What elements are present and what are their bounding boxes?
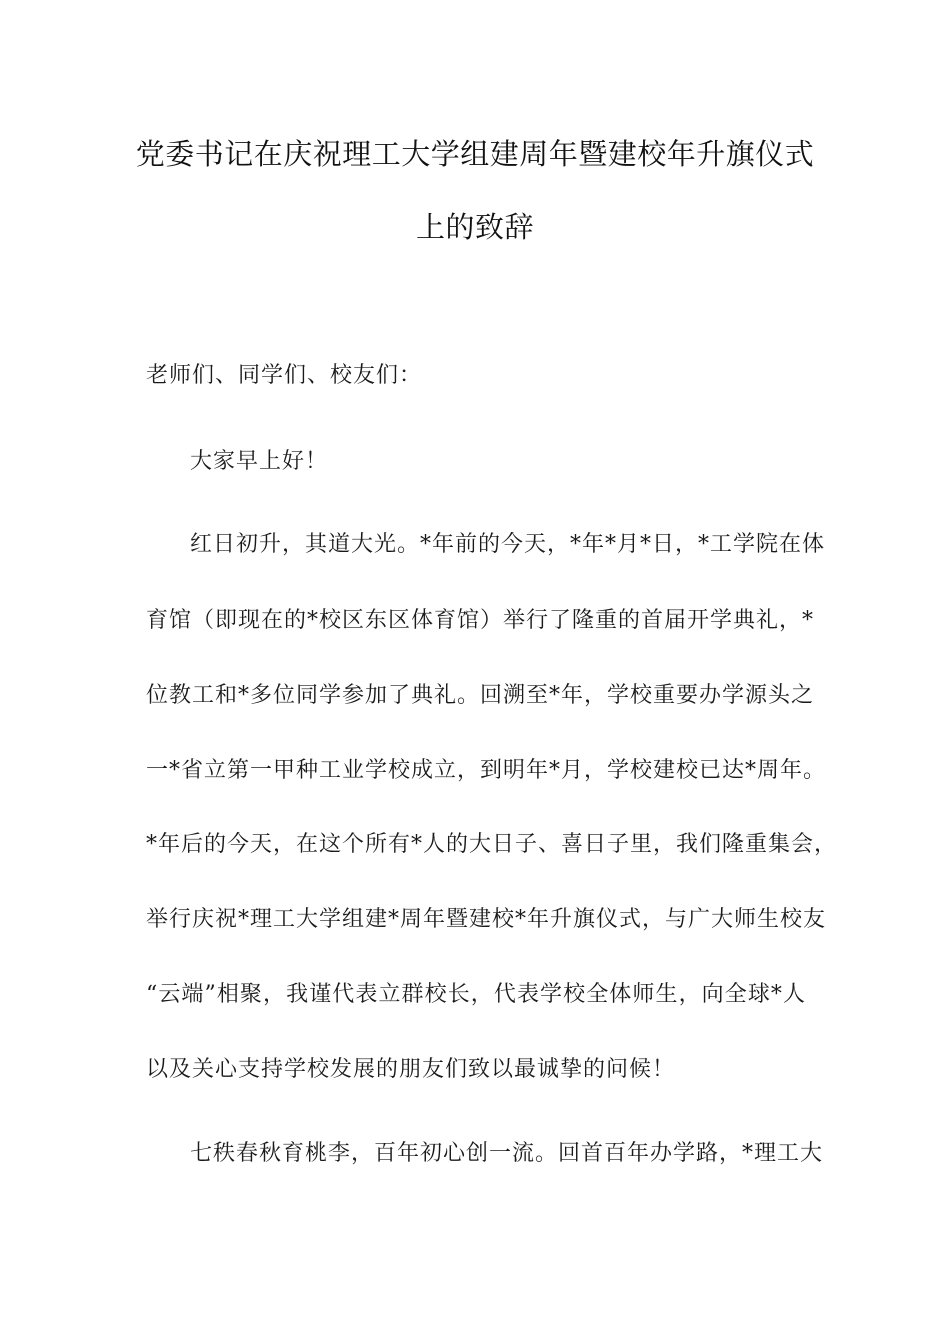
paragraph-1-line-8: 以及关心支持学校发展的朋友们致以最诚挚的问候！ bbox=[146, 1057, 676, 1082]
greeting: 大家早上好！ bbox=[190, 449, 329, 474]
document-title-line-2: 上的致辞 bbox=[415, 210, 534, 244]
paragraph-1-line-6: 举行庆祝*理工大学组建*周年暨建校*年升旗仪式，与广大师生校友 bbox=[146, 907, 827, 932]
paragraph-1-line-7: “云端”相聚，我谨代表立群校长，代表学校全体师生，向全球*人 bbox=[146, 982, 806, 1007]
paragraph-2-line-1: 七秩春秋育桃李，百年初心创一流。回首百年办学路，*理工大 bbox=[190, 1141, 824, 1166]
paragraph-1-line-1: 红日初升，其道大光。*年前的今天，*年*月*日，*工学院在体 bbox=[190, 532, 826, 557]
paragraph-1-line-4: 一*省立第一甲种工业学校成立，到明年*月，学校建校已达*周年。 bbox=[146, 758, 827, 783]
paragraph-1-line-3: 位教工和*多位同学参加了典礼。回溯至*年，学校重要办学源头之 bbox=[146, 683, 815, 708]
salutation: 老师们、同学们、校友们： bbox=[146, 363, 423, 388]
paragraph-1-line-2: 育馆（即现在的*校区东区体育馆）举行了隆重的首届开学典礼，* bbox=[146, 608, 815, 633]
document-title-line-1: 党委书记在庆祝理工大学组建周年暨建校年升旗仪式 bbox=[135, 137, 815, 171]
paragraph-1-line-5: *年后的今天，在这个所有*人的大日子、喜日子里，我们隆重集会， bbox=[146, 832, 838, 857]
